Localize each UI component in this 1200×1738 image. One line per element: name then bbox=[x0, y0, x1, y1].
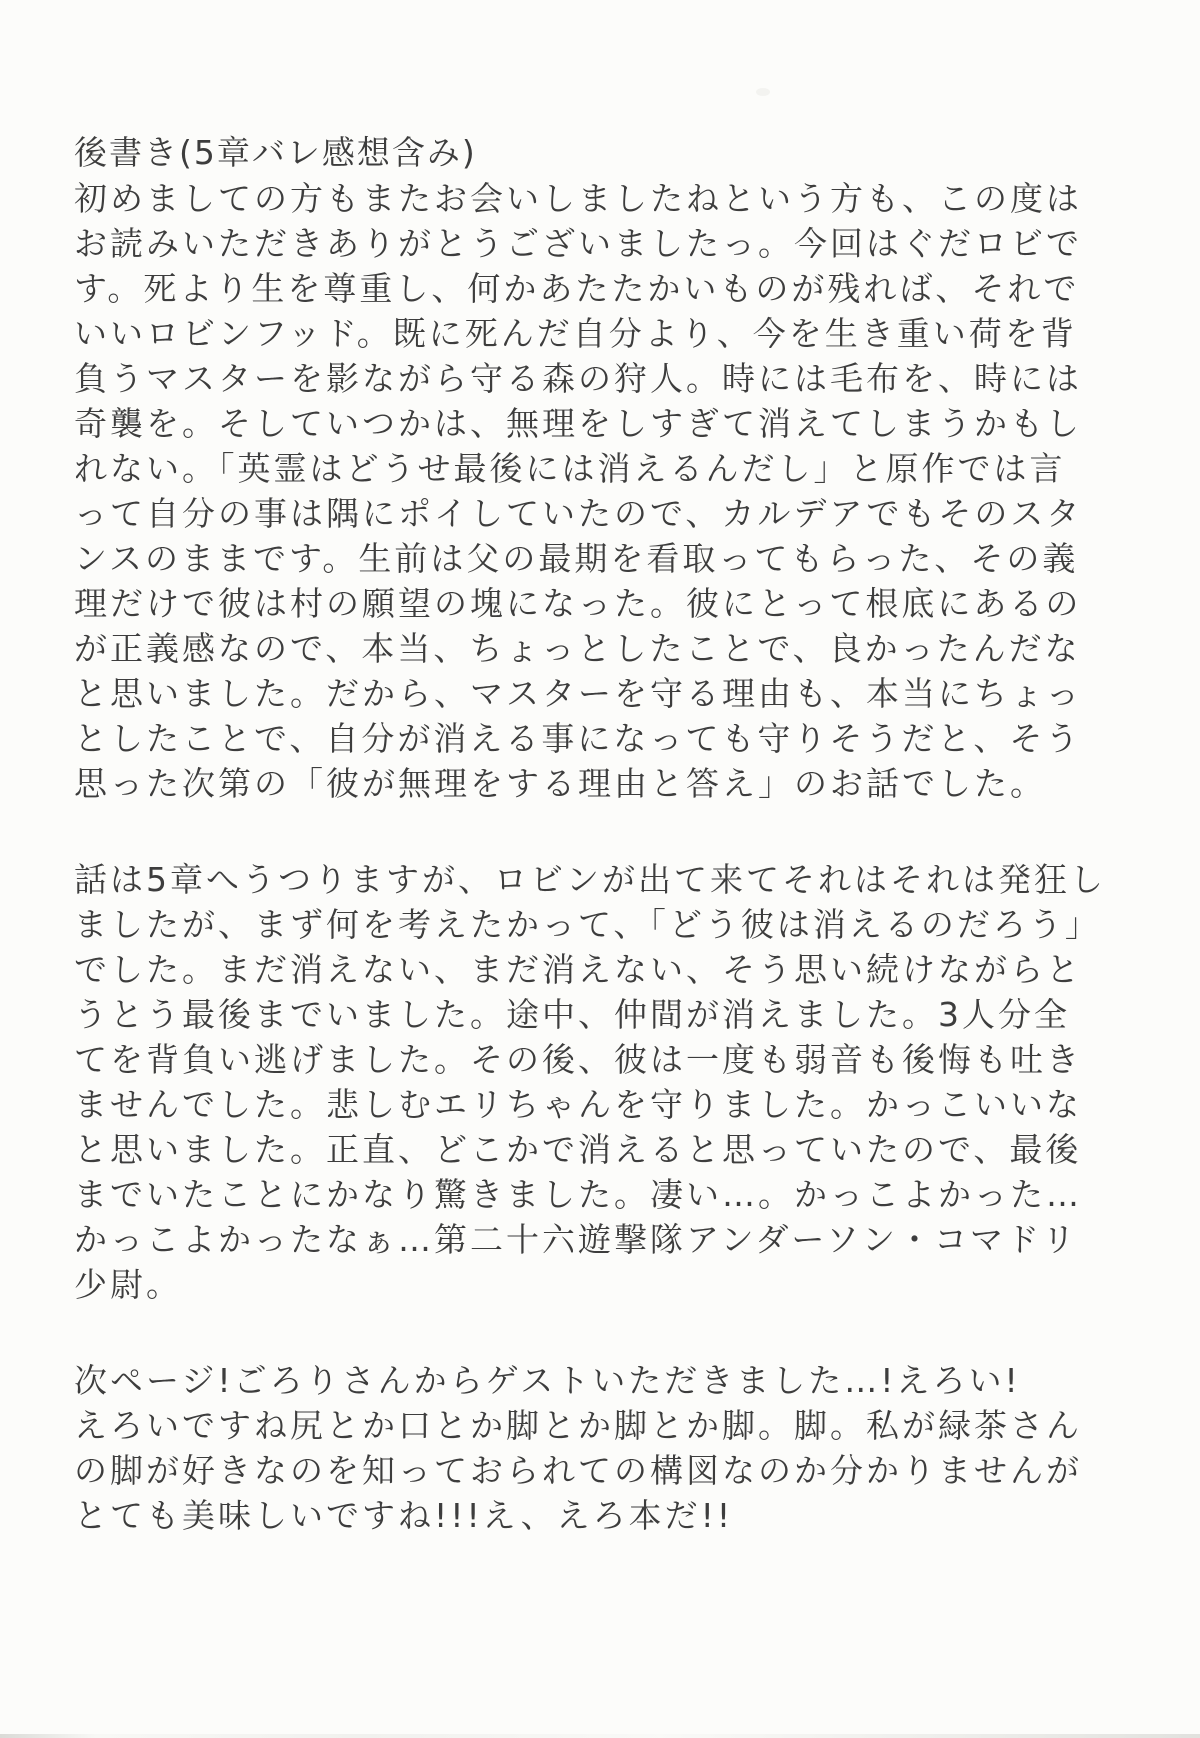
paragraph bbox=[74, 857, 1140, 1307]
text-line: 話は5章へうつりますが、ロビンが出て来てそれはそれは発狂し bbox=[74, 860, 1106, 899]
text-line: れない。「英霊はどうせ最後には消えるんだし」と原作では言 bbox=[74, 449, 1066, 488]
text-line: ンスのままです。生前は父の最期を看取ってもらった、その義 bbox=[74, 539, 1079, 578]
text-line: と思いました。だから、マスターを守る理由も、本当にちょっ bbox=[74, 674, 1082, 713]
text-line: とても美味しいですね!!!え、えろ本だ!! bbox=[74, 1496, 734, 1535]
text-line: えろいですね尻とか口とか脚とか脚とか脚。脚。私が緑茶さん bbox=[74, 1406, 1082, 1445]
text-line: 理だけで彼は村の願望の塊になった。彼にとって根底にあるの bbox=[74, 584, 1082, 623]
text-line: の脚が好きなのを知っておられての構図なのか分かりませんが bbox=[74, 1451, 1082, 1490]
text-line: 次ページ!ごろりさんからゲストいただきました…!えろい! bbox=[74, 1361, 1021, 1400]
text-line: と思いました。正直、どこかで消えると思っていたので、最後 bbox=[74, 1130, 1082, 1169]
text-line: 思った次第の「彼が無理をする理由と答え」のお話でした。 bbox=[74, 764, 1046, 803]
text-line: お読みいただきありがとうございましたっ。今回はぐだロビで bbox=[74, 224, 1082, 263]
text-line: 負うマスターを影ながら守る森の狩人。時には毛布を、時には bbox=[74, 359, 1082, 398]
text-line: いいロビンフッド。既に死んだ自分より、今を生き重い荷を背 bbox=[74, 314, 1077, 353]
text-line: 少尉。 bbox=[74, 1265, 182, 1304]
text-line: ませんでした。悲しむエリちゃんを守りました。かっこいいな bbox=[74, 1085, 1082, 1124]
text-line: 奇襲を。そしていつかは、無理をしすぎて消えてしまうかもし bbox=[74, 404, 1082, 443]
text-line: でした。まだ消えない、まだ消えない、そう思い続けながらと bbox=[74, 950, 1082, 989]
text-line: としたことで、自分が消える事になっても守りそうだと、そう bbox=[74, 719, 1082, 758]
text-line: が正義感なので、本当、ちょっとしたことで、良かったんだな bbox=[74, 629, 1081, 668]
text-line: かっこよかったなぁ…第二十六遊撃隊アンダーソン・コマドリ bbox=[74, 1220, 1079, 1259]
text-line: てを背負い逃げました。その後、彼は一度も弱音も後悔も吐き bbox=[74, 1040, 1082, 1079]
paragraph bbox=[74, 176, 1140, 806]
text-line: うとう最後までいました。途中、仲間が消えました。3人分全 bbox=[74, 995, 1070, 1034]
text-line: ましたが、まず何を考えたかって、「どう彼は消えるのだろう」 bbox=[74, 905, 1101, 944]
text-line: までいたことにかなり驚きました。凄い…。かっこよかった… bbox=[74, 1175, 1082, 1214]
paper-smudge bbox=[756, 88, 770, 96]
afterword-body bbox=[74, 176, 1140, 1538]
text-line: す。死より生を尊重し、何かあたたかいものが残れば、それで bbox=[74, 269, 1080, 308]
text-line: って自分の事は隅にポイしていたので、カルデアでもそのスタ bbox=[74, 494, 1083, 533]
page-title: 後書き(5章バレ感想含み) bbox=[74, 133, 477, 172]
paragraph bbox=[74, 1358, 1140, 1538]
scan-edge-artifact bbox=[0, 1734, 1200, 1738]
text-line: 初めましての方もまたお会いしましたねという方も、この度は bbox=[74, 179, 1082, 218]
